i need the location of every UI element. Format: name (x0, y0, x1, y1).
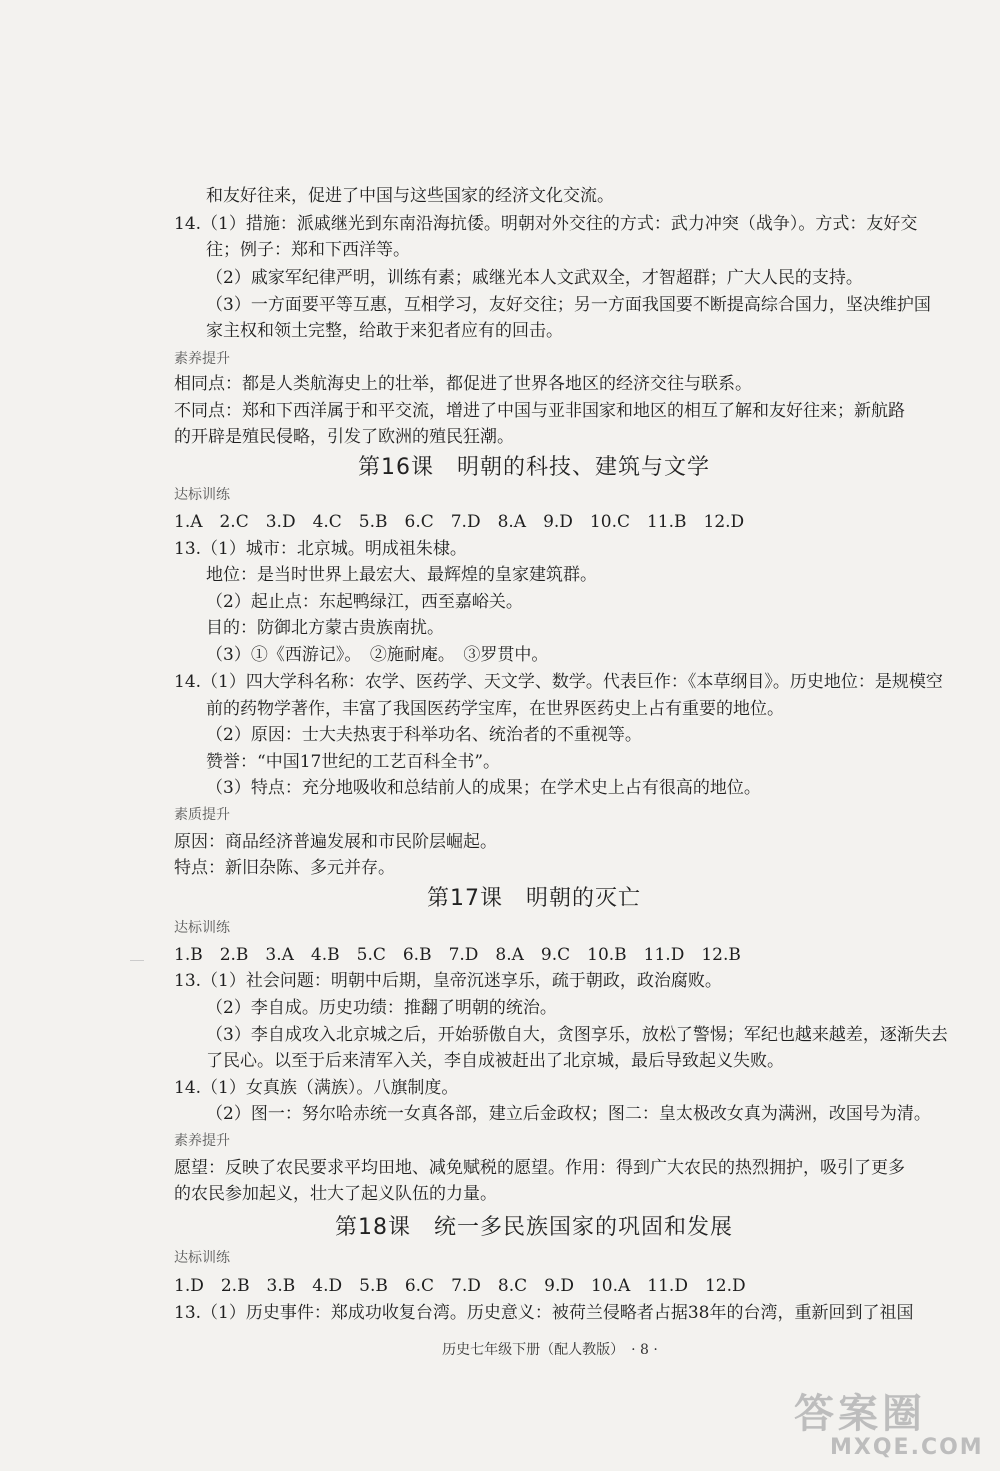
text-line: 13.（1）历史事件：郑成功收复台湾。历史意义：被荷兰侵略者占据38年的台湾，重新回到了祖国 (174, 1303, 914, 1323)
text-line: 前的药物学著作，丰富了我国医药学宝库，在世界医药史上占有重要的地位。 (206, 699, 784, 719)
site-watermark (794, 1391, 984, 1464)
section-heading: 达标训练 (174, 1250, 230, 1266)
lesson-title: 第17课 明朝的灭亡 (427, 886, 641, 911)
text-line: 14.（1）四大学科名称：农学、医药学、天文学、数学。代表巨作：《本草纲目》。历史地位：是规模空 (174, 672, 943, 692)
text-line: 13.（1）城市：北京城。明成祖朱棣。 (174, 539, 467, 559)
text-line: 愿望：反映了农民要求平均田地、减免赋税的愿望。作用：得到广大农民的热烈拥护，吸引了更多 (174, 1158, 905, 1178)
section-heading: 素质提升 (174, 807, 230, 823)
text-line: 目的：防御北方蒙古贵族南扰。 (206, 618, 444, 638)
text-line: 和友好往来，促进了中国与这些国家的经济文化交流。 (206, 186, 614, 206)
text-line: （2）戚家军纪律严明，训练有素；戚继光本人文武双全，才智超群；广大人民的支持。 (206, 268, 863, 288)
section-heading: 达标训练 (174, 487, 230, 503)
text-line: （2）原因：士大夫热衷于科举功名、统治者的不重视等。 (206, 725, 642, 745)
text-line: （2）起止点：东起鸭绿江，西至嘉峪关。 (206, 592, 523, 612)
text-line: （3）李自成攻入北京城之后，开始骄傲自大，贪图享乐，放松了警惕；军纪也越来越差，逐渐失去 (206, 1025, 948, 1045)
text-line: 赞誉：“中国17世纪的工艺百科全书”。 (206, 752, 501, 772)
text-line: 相同点：都是人类航海史上的壮举，都促进了世界各地区的经济交往与联系。 (174, 374, 752, 394)
answer-row: 1.A 2.C 3.D 4.C 5.B 6.C 7.D 8.A 9.D 10.C 11.B 12.D (174, 512, 745, 532)
text-line: 不同点：郑和下西洋属于和平交流，增进了中国与亚非国家和地区的相互了解和友好往来；新航路 (174, 401, 905, 421)
page-footer: 历史七年级下册（配人教版） · 8 · (442, 1342, 658, 1358)
text-line: 家主权和领土完整，给敢于来犯者应有的回击。 (206, 321, 563, 341)
text-line: （3）一方面要平等互惠，互相学习，友好交往；另一方面我国要不断提高综合国力，坚决维护国 (206, 295, 931, 315)
scan-mark (130, 960, 144, 961)
watermark-url: MXQE.COM (830, 1435, 984, 1460)
text-line: （2）李自成。历史功绩：推翻了明朝的统治。 (206, 998, 557, 1018)
answer-row: 1.B 2.B 3.A 4.B 5.C 6.B 7.D 8.A 9.C 10.B 11.D 12.B (174, 945, 741, 965)
text-line: （2）图一：努尔哈赤统一女真各部，建立后金政权；图二：皇太极改女真为满洲，改国号为清。 (206, 1104, 931, 1124)
lesson-title: 第16课 明朝的科技、建筑与文学 (358, 455, 710, 480)
section-heading: 达标训练 (174, 920, 230, 936)
watermark-logo: 答案圈 (794, 1391, 926, 1437)
text-line: 特点：新旧杂陈、多元并存。 (174, 858, 395, 878)
text-line: 14.（1）女真族（满族）。八旗制度。 (174, 1078, 459, 1098)
text-line: 14.（1）措施：派戚继光到东南沿海抗倭。明朝对外交往的方式：武力冲突（战争）。方式：友好交 (174, 214, 918, 234)
section-heading: 素养提升 (174, 351, 230, 367)
section-heading: 素养提升 (174, 1133, 230, 1149)
text-line: 13.（1）社会问题：明朝中后期，皇帝沉迷享乐，疏于朝政，政治腐败。 (174, 971, 722, 991)
answer-row: 1.D 2.B 3.B 4.D 5.B 6.C 7.D 8.C 9.D 10.A 11.D 12.D (174, 1276, 746, 1296)
text-line: 地位：是当时世界上最宏大、最辉煌的皇家建筑群。 (206, 565, 597, 585)
text-line: 的开辟是殖民侵略，引发了欧洲的殖民狂潮。 (174, 427, 514, 447)
text-line: （3）①《西游记》。 ②施耐庵。 ③罗贯中。 (206, 645, 549, 665)
text-line: 原因：商品经济普遍发展和市民阶层崛起。 (174, 832, 497, 852)
text-line: 了民心。以至于后来清军入关，李自成被赶出了北京城，最后导致起义失败。 (206, 1051, 784, 1071)
text-line: （3）特点：充分地吸收和总结前人的成果；在学术史上占有很高的地位。 (206, 778, 761, 798)
text-line: 的农民参加起义，壮大了起义队伍的力量。 (174, 1184, 497, 1204)
lesson-title: 第18课 统一多民族国家的巩固和发展 (335, 1215, 733, 1240)
text-line: 往；例子：郑和下西洋等。 (206, 240, 410, 260)
